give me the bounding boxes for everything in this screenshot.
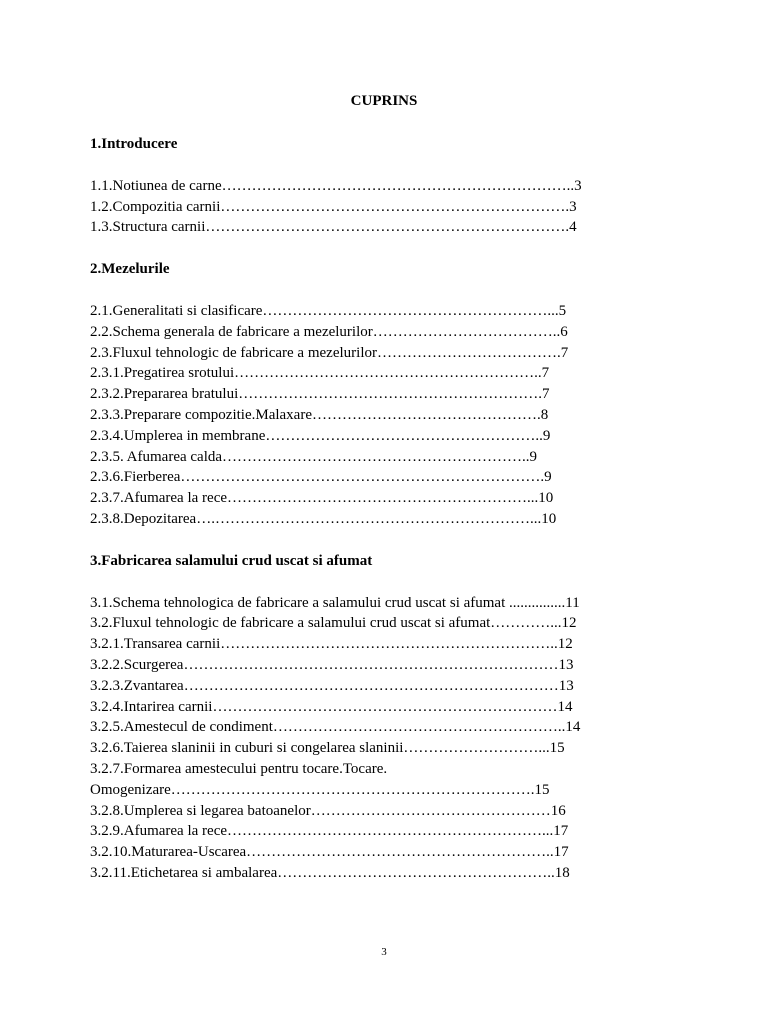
toc-entry: 2.3.6.Fierberea……………………………………………………………….9 <box>90 469 552 486</box>
toc-entry: 3.2.6.Taierea slaninii in cuburi si congelarea slaninii………………………...15 <box>90 740 565 757</box>
toc-entry: 1.3.Structura carnii……………………………………………………………….4 <box>90 219 577 236</box>
page-number: 3 <box>381 946 387 958</box>
toc-section-2 <box>90 259 690 530</box>
toc-entry: 2.3.8.Depozitarea….………………………………………………………...10 <box>90 510 557 527</box>
toc-entry: 2.3.1.Pregatirea srotului……………………………………………………..7 <box>90 365 550 382</box>
toc-entry: 2.3.5. Afumarea calda……………………………………………………..9 <box>90 448 538 465</box>
toc-entry-list <box>90 593 690 884</box>
toc-entry: 3.2.9.Afumarea la rece………………………………………………………...17 <box>90 823 569 840</box>
toc-entry: 2.3.4.Umplerea in membrane………………………………………………..9 <box>90 427 551 444</box>
toc-entry: 1.2.Compozitia carnii…………………………………………………………….3 <box>90 198 577 215</box>
toc-entry: 2.3.2.Prepararea bratului…………………………………………………….7 <box>90 386 550 403</box>
toc-entry: 3.2.10.Maturarea-Uscarea……………………………………………………..17 <box>90 844 569 861</box>
toc-entry: 3.2.4.Intarirea carnii……………………………………………………………14 <box>90 698 573 715</box>
section-heading: 2.Mezelurile <box>90 261 170 278</box>
toc-entry: 2.1.Generalitati si clasificare…………………………………………………...5 <box>90 302 567 319</box>
toc-entry: 3.2.11.Etichetarea si ambalarea………………………………………………..18 <box>90 864 570 881</box>
toc-entry-list <box>90 301 690 530</box>
section-heading: 1.Introducere <box>90 136 178 152</box>
section-heading: 3.Fabricarea salamului crud uscat si afumat <box>90 552 373 569</box>
toc-entry: 3.2.7.Formarea amestecului pentru tocare.Tocare. <box>90 760 388 777</box>
toc-title: CUPRINS <box>350 93 418 109</box>
toc-content <box>90 134 690 905</box>
toc-entry: Omogenizare……………………………………………………………….15 <box>90 781 550 798</box>
toc-entry-list <box>90 176 690 238</box>
toc-entry: 1.1.Notiunea de carne……………………………………………………………..3 <box>90 177 582 194</box>
toc-entry: 2.3.7.Afumarea la rece……………………………………………………...10 <box>90 490 554 507</box>
toc-entry: 3.2.8.Umplerea si legarea batoanelor…………………………………………16 <box>90 802 566 819</box>
toc-entry: 3.2.2.Scurgerea…………………………………………………………………13 <box>90 656 574 673</box>
toc-entry: 2.2.Schema generala de fabricare a mezelurilor………………………………..6 <box>90 323 568 340</box>
toc-entry: 2.3.Fluxul tehnologic de fabricare a mezelurilor……………………………….7 <box>90 344 569 361</box>
toc-entry: 2.3.3.Preparare compozitie.Malaxare……………………………………….8 <box>90 406 549 423</box>
toc-entry: 3.2.3.Zvantarea…………………………………………………………………13 <box>90 677 574 694</box>
toc-entry: 3.2.Fluxul tehnologic de fabricare a salamului crud uscat si afumat…………...12 <box>90 615 577 632</box>
toc-section-1 <box>90 134 690 238</box>
toc-entry: 3.1.Schema tehnologica de fabricare a salamului crud uscat si afumat ...............11 <box>90 594 580 611</box>
toc-entry: 3.2.5.Amestecul de condiment…………………………………………………..14 <box>90 719 581 736</box>
toc-entry: 3.2.1.Transarea carnii…………………………………………………………..12 <box>90 636 573 653</box>
toc-section-3 <box>90 551 690 884</box>
